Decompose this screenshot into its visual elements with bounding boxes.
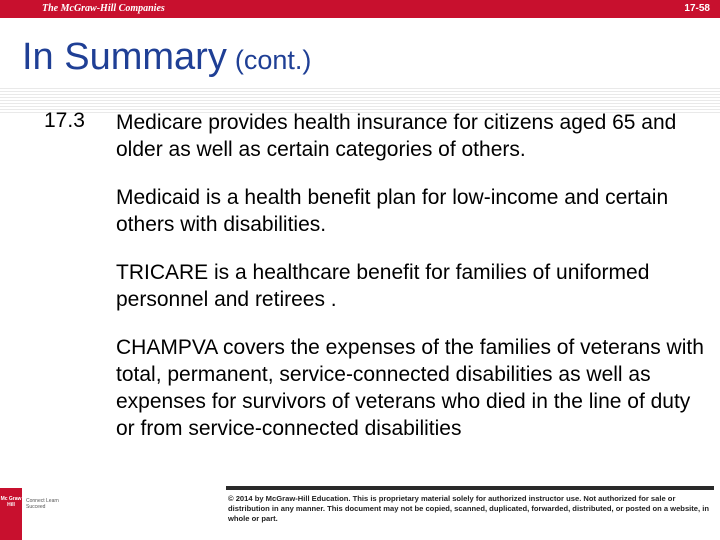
brand-logo-text: The McGraw-Hill Companies — [42, 3, 165, 14]
paragraph-champva: CHAMPVA covers the expenses of the families of veterans with total, permanent, service-connected disabilities as well as expenses for survivors of veterans who died in the line of duty or from service-connected disabilities — [116, 336, 704, 440]
header-bar — [0, 0, 720, 18]
slide-number: 17-58 — [684, 3, 710, 14]
logo-tagline: Connect Learn Succeed — [26, 498, 59, 510]
paragraph-medicaid: Medicaid is a health benefit plan for low-income and certain others with disabilities. — [116, 186, 669, 236]
slide-title-main: In Summary — [22, 36, 227, 78]
mcgraw-hill-logo-icon: Mc Graw Hill — [0, 488, 22, 540]
paragraph-tricare: TRICARE is a healthcare benefit for families of uniformed personnel and retirees . — [116, 261, 650, 311]
slide-title — [22, 36, 311, 79]
paragraph-medicare: Medicare provides health insurance for citizens aged 65 and older as well as certain categories of others. — [116, 111, 677, 161]
copyright-notice: © 2014 by McGraw-Hill Education. This is proprietary material solely for authorized instructor use. Not authorized for sale or distribution in any manner. This document may not be copied, scanned, duplicated, forwarded, distributed, or posted on a website, in whole or part. — [228, 494, 709, 523]
footer-divider — [226, 486, 714, 490]
section-number: 17.3 — [44, 109, 85, 132]
slide-title-sub: (cont.) — [234, 45, 312, 75]
